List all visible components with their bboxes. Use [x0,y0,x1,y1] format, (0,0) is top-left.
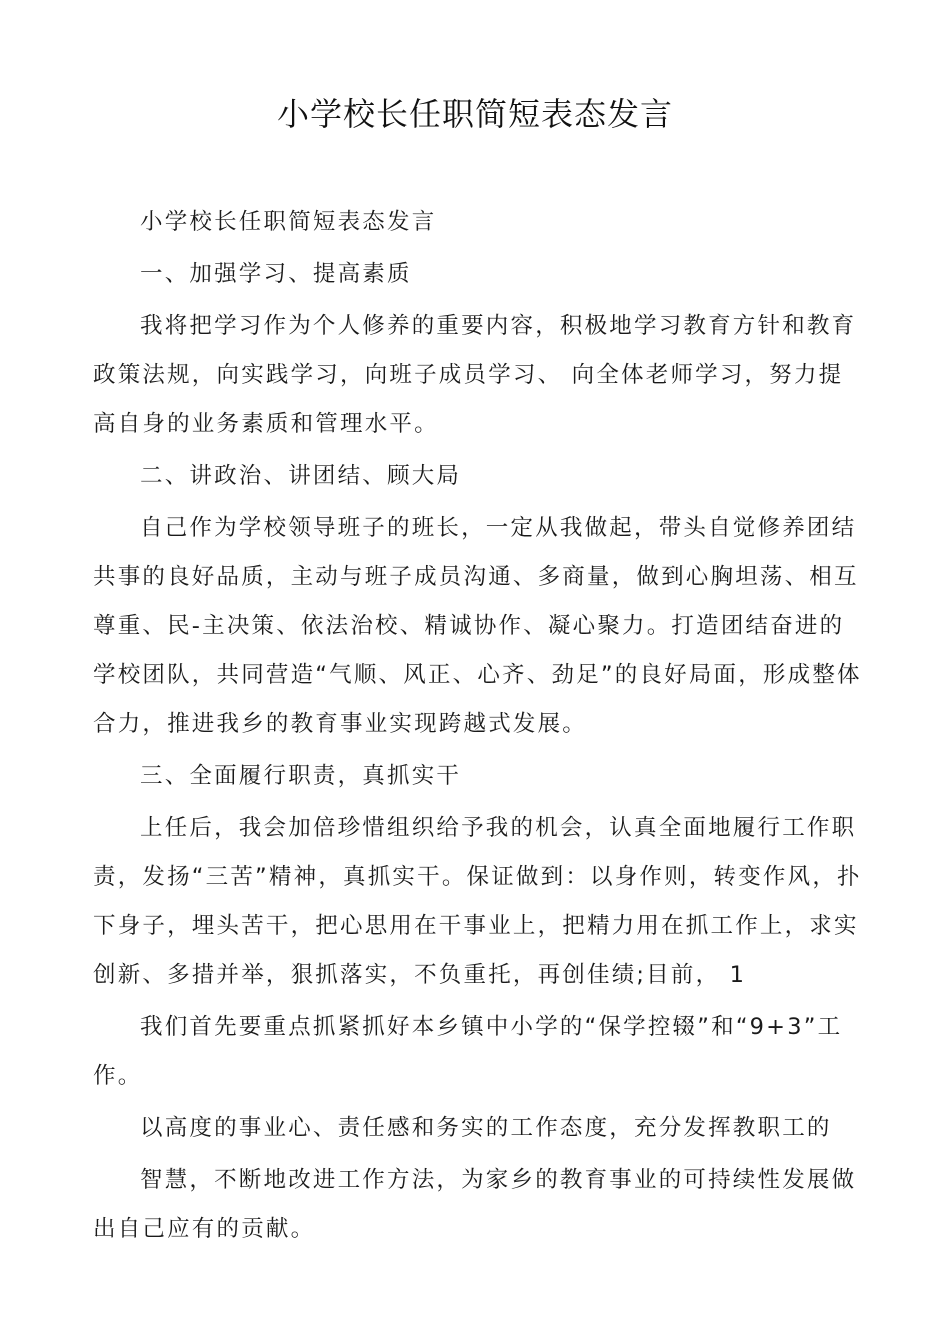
paragraph: 我们首先要重点抓紧抓好本乡镇中小学的“保学控辍”和“9+3”工作。 [93,1014,843,1089]
paragraph: 以高度的事业心、责任感和务实的工作态度，充分发挥教职工的 [140,1115,832,1141]
section-heading-1: 一、加强学习、提高素质 [140,261,412,287]
paragraph: 自己作为学校领导班子的班长，一定从我做起，带头自觉修养团结共事的良好品质，主动与班子成员沟通、多商量，做到心胸坦荡、相互尊重、民-主决策、依法治校、精诚协作、凝心聚力。打造团结奋进的学校团队，共同营造“气顺、风正、心齐、劲足”的良好局面，形成整体合力，推进我乡的教育事业实现跨越式发展。 [93,515,862,737]
paragraph: 我将把学习作为个人修养的重要内容，积极地学习教育方针和教育政策法规，向实践学习，向班子成员学习、 向全体老师学习，努力提高自身的业务素质和管理水平。 [93,313,857,437]
section-heading-2: 二、讲政治、讲团结、顾大局 [140,463,462,489]
paragraph: 智慧，不断地改进工作方法，为家乡的教育事业的可持续性发展做出自己应有的贡献。 [93,1167,857,1242]
paragraph: 上任后，我会加倍珍惜组织给予我的机会，认真全面地履行工作职责，发扬“三苦”精神，真抓实干。保证做到：以身作则，转变作风，扑下身子，埋头苦干，把心思用在干事业上，把精力用在抓工作上，求实创新、多措并举，狠抓落实，不负重托，再创佳绩;目前， 1 [93,815,862,988]
document-title: 小学校长任职简短表态发言 [276,95,673,133]
document-body [93,198,863,1254]
section-heading-3: 三、全面履行职责，真抓实干 [140,763,462,789]
paragraph-subtitle: 小学校长任职简短表态发言 [140,209,437,235]
